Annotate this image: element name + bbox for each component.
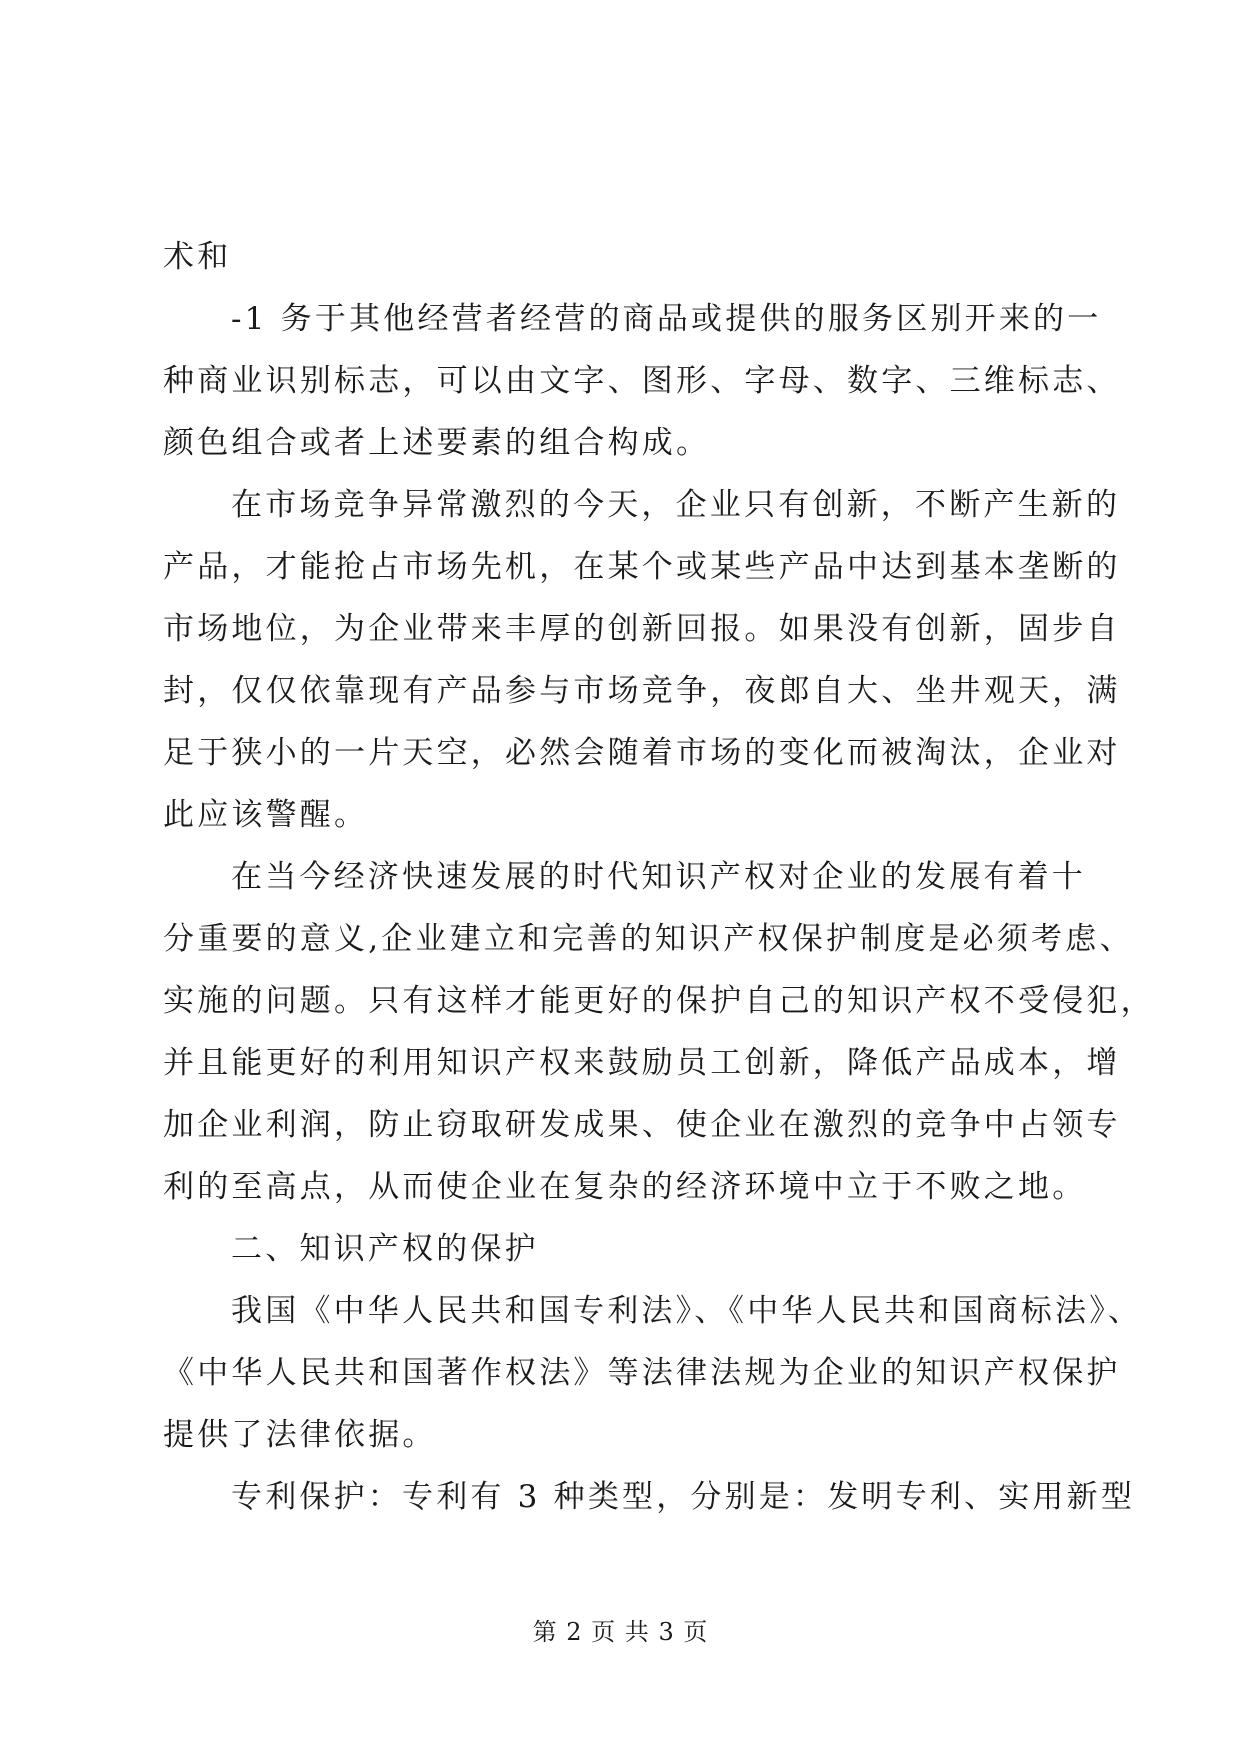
text-line: 术和 xyxy=(163,239,232,275)
text-line: 二、知识产权的保护 xyxy=(231,1231,539,1267)
text-line: 《中华人民共和国著作权法》等法律法规为企业的知识产权保护 xyxy=(163,1355,1121,1391)
text-line: 种商业识别标志，可以由文字、图形、字母、数字、三维标志、 xyxy=(163,363,1121,399)
page-footer: 第 2 页 共 3 页 xyxy=(532,1618,709,1646)
text-line: 我国《中华人民共和国专利法》、《中华人民共和国商标法》、 xyxy=(231,1293,1143,1329)
text-line: 足于狭小的一片天空，必然会随着市场的变化而被淘汰，企业对 xyxy=(163,735,1121,771)
text-line: 在市场竞争异常激烈的今天，企业只有创新，不断产生新的 xyxy=(231,487,1121,523)
text-line: 此应该警醒。 xyxy=(163,797,369,833)
text-line: 市场地位，为企业带来丰厚的创新回报。如果没有创新，固步自 xyxy=(163,611,1121,647)
text-line: 实施的问题。只有这样才能更好的保护自己的知识产权不受侵犯， xyxy=(163,983,1155,1019)
text-line: 颜色组合或者上述要素的组合构成。 xyxy=(163,425,711,461)
text-line: 提供了法律依据。 xyxy=(163,1417,437,1453)
document-body xyxy=(163,226,1155,1528)
text-line: 专利保护：专利有 3 种类型，分别是：发明专利、实用新型 xyxy=(231,1479,1136,1515)
text-line: -1 务于其他经营者经营的商品或提供的服务区别开来的一 xyxy=(231,301,1102,337)
text-line: 分重要的意义,企业建立和完善的知识产权保护制度是必须考虑、 xyxy=(163,921,1134,957)
text-line: 在当今经济快速发展的时代知识产权对企业的发展有着十 xyxy=(231,859,1086,895)
text-line: 产品，才能抢占市场先机，在某个或某些产品中达到基本垄断的 xyxy=(163,549,1121,585)
text-line: 并且能更好的利用知识产权来鼓励员工创新，降低产品成本，增 xyxy=(163,1045,1121,1081)
text-line: 封，仅仅依靠现有产品参与市场竞争，夜郎自大、坐井观天，满 xyxy=(163,673,1121,709)
text-line: 加企业利润，防止窃取研发成果、使企业在激烈的竞争中占领专 xyxy=(163,1107,1121,1143)
text-line: 利的至高点，从而使企业在复杂的经济环境中立于不败之地。 xyxy=(163,1169,1087,1205)
